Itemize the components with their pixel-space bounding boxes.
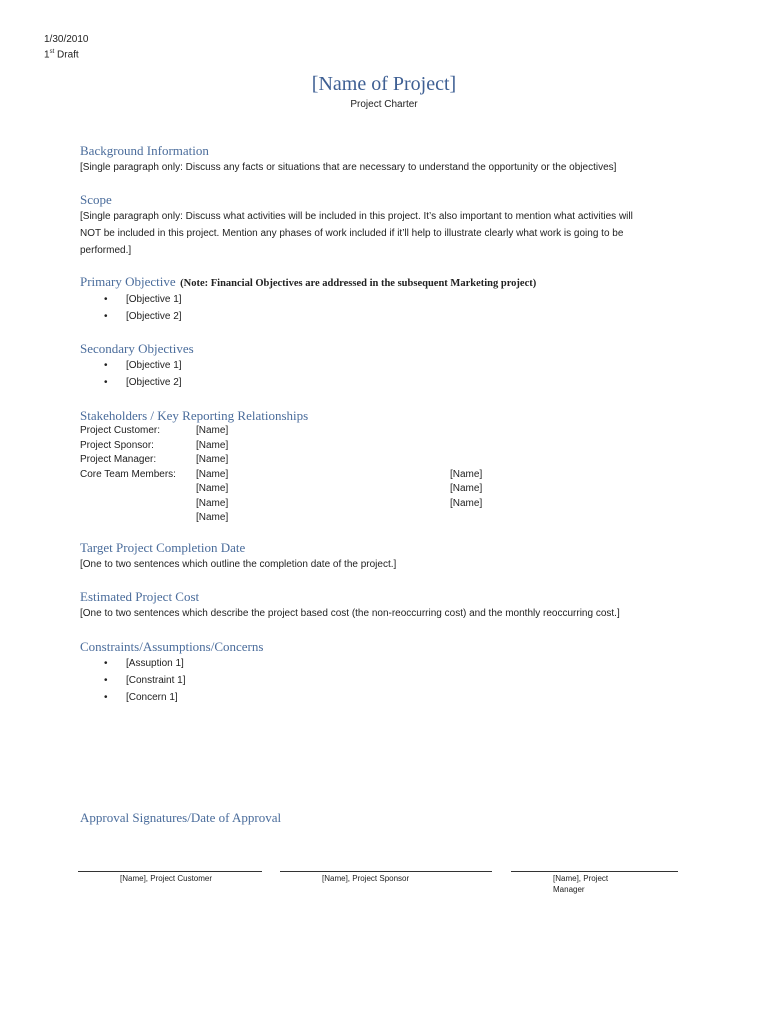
core-team-member: [Name] [196, 512, 229, 523]
manager-value: [Name] [196, 454, 229, 465]
primary-objective-note: (Note: Financial Objectives are addressed in the subsequent Marketing project) [180, 278, 537, 289]
signature-label-manager: [Name], Project Manager [553, 874, 609, 894]
core-team-member: [Name] [196, 497, 229, 509]
signature-line-customer [78, 871, 262, 872]
customer-label: Project Customer: [80, 425, 161, 436]
signature-label-customer: [Name], Project Customer [120, 874, 213, 883]
core-team-member: [Name] [450, 468, 483, 480]
list-item: • [Objective 1] [104, 294, 182, 305]
core-team-member: [Name] [450, 497, 483, 509]
scope-line-2: NOT be included in this project. Mention any phases of work included if it’ll help to illustrate clearly what work is going to be [80, 228, 624, 239]
list-item: • [Assuption 1] [104, 658, 184, 669]
core-team-member: [Name] [196, 468, 229, 480]
background-heading: Background Information [80, 143, 209, 158]
project-cost-heading: Estimated Project Cost [80, 589, 200, 604]
signature-label-sponsor: [Name], Project Sponsor [322, 874, 410, 883]
customer-value: [Name] [196, 425, 229, 436]
list-item: • [Objective 1] [104, 360, 182, 371]
list-item: • [Constraint 1] [104, 675, 186, 686]
primary-objective-heading-row [80, 273, 536, 291]
stakeholders-heading: Stakeholders / Key Reporting Relationships [80, 408, 309, 423]
scope-text [80, 208, 633, 259]
core-team-label: Core Team Members: [80, 468, 176, 480]
signature-line-manager [511, 871, 678, 872]
manager-label: Project Manager: [80, 454, 157, 465]
page-title: [Name of Project] [311, 73, 457, 95]
constraints-list [80, 655, 185, 706]
stakeholders-table [80, 424, 500, 526]
scope-heading: Scope [80, 192, 112, 207]
scope-line-3: performed.] [80, 245, 132, 256]
background-text: [Single paragraph only: Discuss any facts or situations that are necessary to understand the opportunity or the objectives] [80, 162, 617, 173]
sponsor-value: [Name] [196, 439, 229, 451]
core-team-member: [Name] [196, 483, 229, 494]
constraints-heading: Constraints/Assumptions/Concerns [80, 639, 264, 654]
list-item: • [Objective 2] [104, 377, 182, 388]
document-date: 1/30/2010 [44, 34, 89, 45]
completion-date-heading: Target Project Completion Date [80, 540, 246, 555]
sponsor-label: Project Sponsor: [80, 439, 154, 451]
draft-label: 1st Draft [44, 49, 79, 61]
list-item: • [Concern 1] [104, 692, 178, 703]
scope-line-1: [Single paragraph only: Discuss what activities will be included in this project. It’s also important to mention what activities will [80, 211, 633, 222]
primary-objective-heading: Primary Objective [80, 274, 176, 289]
signature-line-sponsor [280, 871, 492, 872]
primary-objective-list [80, 291, 182, 325]
completion-date-text: [One to two sentences which outline the completion date of the project.] [80, 559, 397, 570]
secondary-objectives-heading: Secondary Objectives [80, 341, 194, 356]
page-subtitle: Project Charter [350, 99, 418, 110]
project-cost-text: [One to two sentences which describe the project based cost (the non-reoccurring cost) and the monthly reoccurring cost.] [80, 608, 620, 619]
list-item: • [Objective 2] [104, 311, 182, 322]
approval-heading: Approval Signatures/Date of Approval [80, 810, 282, 825]
secondary-objectives-list [80, 357, 182, 391]
core-team-member: [Name] [450, 483, 483, 494]
